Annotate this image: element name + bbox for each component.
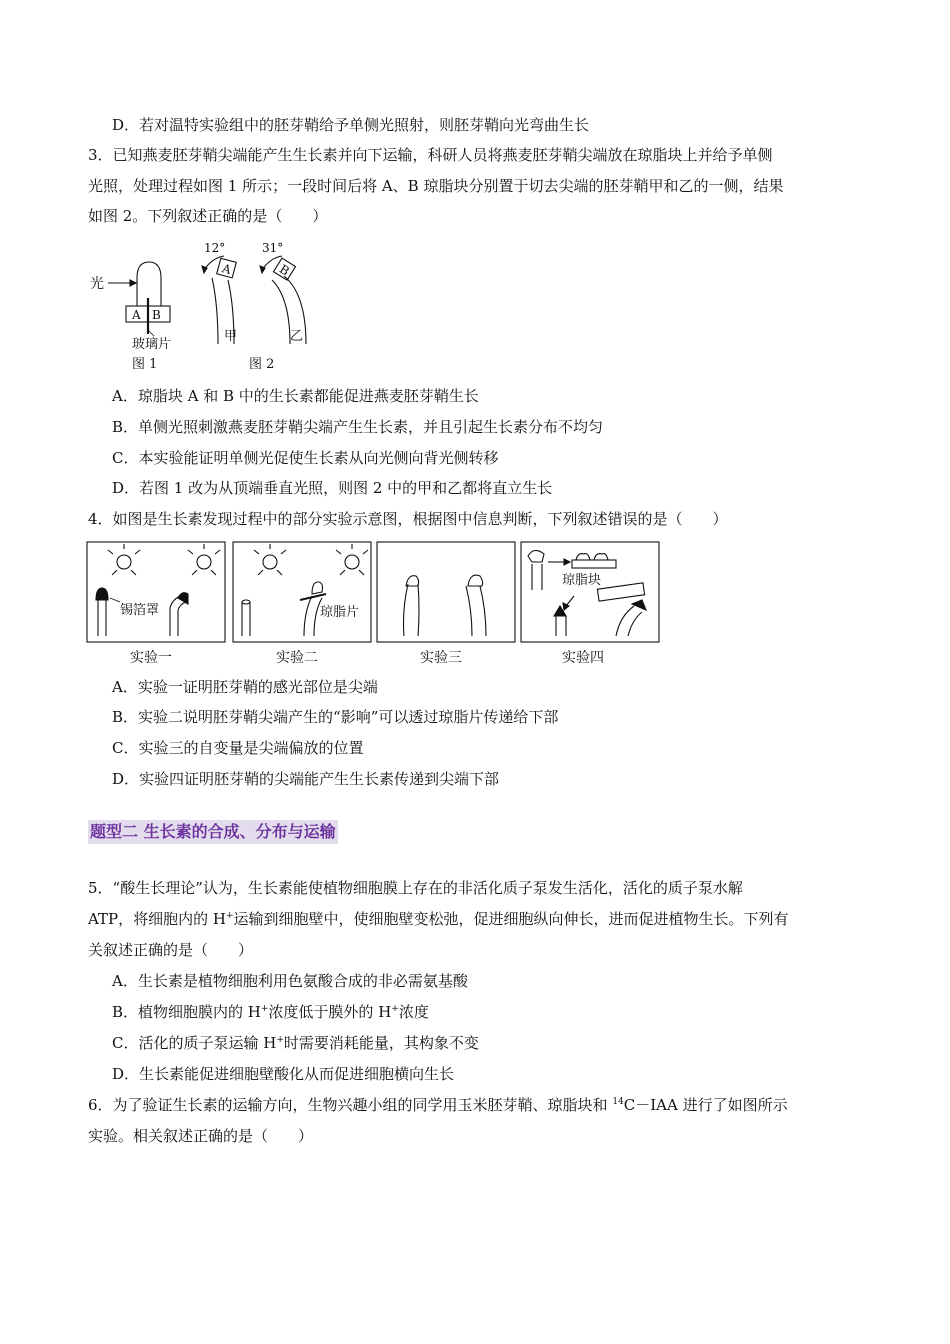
q4-option-c: C．实验三的自变量是尖端偏放的位置 bbox=[112, 739, 364, 757]
q5-option-a: A．生长素是植物细胞利用色氨酸合成的非必需氨基酸 bbox=[112, 972, 468, 990]
q6-stem-line-2: 实验。相关叙述正确的是（ ） bbox=[88, 1127, 314, 1145]
experiment-2-panel bbox=[233, 542, 371, 642]
block-on-side bbox=[632, 600, 646, 610]
q4-stem: 4．如图是生长素发现过程中的部分实验示意图，根据图中信息判断，下列叙述错误的是（ ） bbox=[88, 510, 728, 528]
experiment-3-panel bbox=[377, 542, 515, 642]
yi-label: 乙 bbox=[290, 329, 304, 344]
glass-label: 玻璃片 bbox=[132, 337, 172, 352]
coleoptile bbox=[98, 598, 106, 636]
q3-stem-line-3: 如图 2。下列叙述正确的是（ ） bbox=[88, 207, 328, 225]
tips-on-block bbox=[576, 554, 608, 560]
q4-option-a: A．实验一证明胚芽鞘的感光部位是尖端 bbox=[112, 678, 378, 696]
sun-icon bbox=[188, 544, 220, 575]
foil-tip bbox=[178, 593, 188, 604]
q3-option-a: A．琼脂块 A 和 B 中的生长素都能促进燕麦胚芽鞘生长 bbox=[112, 387, 479, 405]
block-b-label: B bbox=[152, 308, 161, 322]
coleoptile-with-block bbox=[556, 616, 566, 636]
experiment-1-caption: 实验一 bbox=[130, 650, 172, 666]
coleoptile-tip bbox=[312, 582, 323, 594]
q3-figure bbox=[86, 236, 326, 374]
q3-stem-line-2: 光照，处理过程如图 1 所示；一段时间后将 A、B 琼脂块分别置于切去尖端的胚芽鞘甲和乙的一侧，结果 bbox=[88, 177, 784, 195]
figure-1-caption: 图 1 bbox=[132, 357, 158, 372]
q4-option-b: B．实验二说明胚芽鞘尖端产生的“影响”可以透过琼脂片传递给下部 bbox=[112, 708, 559, 726]
angle-b-label: 31° bbox=[262, 241, 284, 255]
tip-on-agar bbox=[528, 550, 544, 562]
block-a-fig2-label: A bbox=[220, 261, 233, 278]
q3-option-b: B．单侧光照刺激燕麦胚芽鞘尖端产生生长素，并且引起生长素分布不均匀 bbox=[112, 418, 604, 436]
q5-option-c: C．活化的质子泵运输 H+时需要消耗能量，其构象不变 bbox=[112, 1034, 479, 1052]
cut-coleoptile bbox=[532, 564, 542, 590]
jia-label: 甲 bbox=[224, 329, 238, 344]
agar-sheet bbox=[300, 594, 326, 600]
agar-block bbox=[572, 560, 616, 568]
block-b-fig2-label: B bbox=[276, 261, 292, 279]
sun-icon bbox=[254, 544, 286, 575]
q5-stem-line-2: ATP，将细胞内的 H+运输到细胞壁中，使细胞壁变松弛，促进细胞纵向伸长，进而促进植物生长。下列有 bbox=[88, 910, 789, 928]
experiment-4-panel bbox=[521, 542, 659, 642]
section-heading: 题型二 生长素的合成、分布与运输 bbox=[88, 820, 338, 844]
sun-icon bbox=[108, 544, 140, 575]
experiment-1-panel bbox=[87, 542, 225, 642]
sun-icon bbox=[336, 544, 368, 575]
q6-stem-line-1: 6．为了验证生长素的运输方向，生物兴趣小组的同学用玉米胚芽鞘、琼脂块和 $^{14}$C－IAA 进行了如图所示 bbox=[88, 1096, 788, 1114]
experiment-2-caption: 实验二 bbox=[276, 650, 318, 666]
experiment-4-caption: 实验四 bbox=[562, 650, 604, 666]
q5-option-d: D．生长素能促进细胞壁酸化从而促进细胞横向生长 bbox=[112, 1065, 455, 1083]
q2-option-d: D．若对温特实验组中的胚芽鞘给予单侧光照射，则胚芽鞘向光弯曲生长 bbox=[112, 116, 590, 134]
block-a bbox=[217, 258, 237, 278]
q4-figure bbox=[86, 540, 662, 670]
block-a-label: A bbox=[132, 308, 141, 322]
foil-label: 锡箔罩 bbox=[120, 603, 160, 618]
agar-block-label: 琼脂块 bbox=[562, 573, 602, 588]
agar-block-2 bbox=[597, 583, 644, 601]
experiment-3-caption: 实验三 bbox=[420, 650, 462, 666]
figure-2 bbox=[202, 241, 306, 372]
tip-right bbox=[468, 575, 483, 586]
cut-coleoptile bbox=[242, 602, 250, 636]
foil-cap bbox=[96, 588, 108, 600]
agar-sheet-label: 琼脂片 bbox=[320, 605, 360, 620]
coleoptile-right bbox=[466, 586, 486, 636]
angle-a-label: 12° bbox=[204, 241, 226, 255]
light-label: 光 bbox=[90, 276, 104, 292]
q5-stem-line-1: 5．“酸生长理论”认为，生长素能使植物细胞膜上存在的非活化质子泵发生活化，活化的质子泵水解 bbox=[88, 879, 743, 897]
q3-option-c: C．本实验能证明单侧光促使生长素从向光侧向背光侧转移 bbox=[112, 449, 499, 467]
q4-option-d: D．实验四证明胚芽鞘的尖端能产生生长素传递到尖端下部 bbox=[112, 770, 500, 788]
foil-pointer bbox=[110, 598, 120, 602]
bent-coleoptile bbox=[616, 606, 642, 636]
coleoptile-left bbox=[404, 584, 420, 636]
q3-stem-line-1: 3．已知燕麦胚芽鞘尖端能产生生长素并向下运输，科研人员将燕麦胚芽鞘尖端放在琼脂块上并给予单侧 bbox=[88, 146, 773, 164]
q5-option-b: B．植物细胞膜内的 H+浓度低于膜外的 H+浓度 bbox=[112, 1003, 429, 1021]
q3-option-d: D．若图 1 改为从顶端垂直光照，则图 2 中的甲和乙都将直立生长 bbox=[112, 479, 553, 497]
q5-stem-line-3: 关叙述正确的是（ ） bbox=[88, 941, 254, 959]
figure-1 bbox=[90, 262, 171, 372]
light-arrow-head bbox=[130, 280, 136, 286]
figure-2-caption: 图 2 bbox=[249, 357, 275, 372]
